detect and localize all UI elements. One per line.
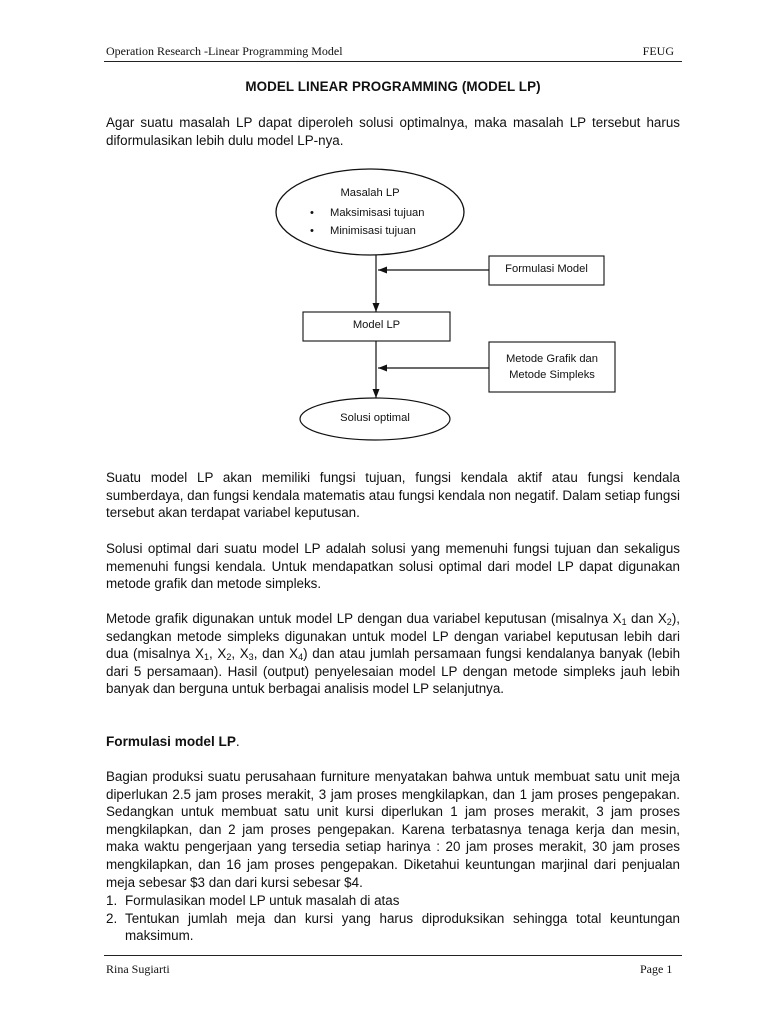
header-title: Operation Research -Linear Programming Model <box>106 44 343 58</box>
section-heading-text: Formulasi model LP <box>106 734 236 749</box>
model-box <box>303 312 450 341</box>
formulasi-label: Formulasi Model <box>505 263 588 275</box>
bullet-icon: • <box>310 207 314 219</box>
metode-line-2: Metode Simpleks <box>509 369 595 381</box>
intro-paragraph: Agar suatu masalah LP dapat diperoleh solusi optimalnya, maka masalah LP tersebut harus diformulasikan lebih dulu model LP-nya. <box>106 115 680 148</box>
problem-ellipse <box>276 169 464 255</box>
problem-title: Masalah LP <box>340 187 400 199</box>
bullet-maximize <box>310 207 450 219</box>
lp-flow-diagram <box>0 0 768 460</box>
methods-text: Metode grafik digunakan untuk model LP dengan dua variabel keputusan (misalnya X <box>106 611 622 626</box>
formulasi-box <box>489 256 604 285</box>
paragraph-model-functions: Suatu model LP akan memiliki fungsi tujuan, fungsi kendala aktif atau fungsi kendala sumberdaya, dan fungsi kendala matematis atau fungsi kendala non negatif. Dalam setiap fungsi tersebut akan terdapat variabel keputusan. <box>106 470 680 521</box>
model-label: Model LP <box>352 319 401 331</box>
subscript: 4 <box>298 652 304 663</box>
list-item-text: Formulasikan model LP untuk masalah di atas <box>125 893 400 908</box>
methods-text: , X <box>208 646 227 662</box>
paragraph-methods <box>106 610 680 698</box>
metode-line-1: Metode Grafik dan <box>505 353 599 365</box>
list-item-number: 1. <box>106 893 118 908</box>
section-heading <box>106 734 240 749</box>
header-institution: FEUG <box>642 44 674 58</box>
methods-text: , X <box>231 646 249 662</box>
page-header <box>106 44 680 62</box>
metode-label <box>489 351 615 383</box>
methods-text: , dan X <box>253 646 299 662</box>
metode-box <box>489 342 615 392</box>
page-number: Page 1 <box>640 962 673 976</box>
methods-text: ) dan atau jumlah persamaan fungsi kendalanya banyak (lebih dari 5 persamaan). Hasil (output) penyelesaian model LP dengan metode simpleks jauh lebih banyak dan berguna untuk berbagai analisis model LP selanjutnya. <box>106 646 681 697</box>
footer-author: Rina Sugiarti <box>106 962 170 976</box>
solution-label: Solusi optimal <box>340 412 410 424</box>
list-item <box>106 892 680 910</box>
methods-text: ), sedangkan metode simpleks digunakan untuk model LP dengan variabel keputusan lebih dari dua (misalnya X <box>106 611 680 662</box>
bullet-maximize-label: Maksimisasi tujuan <box>330 207 425 219</box>
bullet-minimize-label: Minimisasi tujuan <box>330 225 416 237</box>
bullet-icon: • <box>310 225 314 237</box>
list-item-number: 2. <box>106 910 118 926</box>
task-list <box>106 892 680 945</box>
subscript: 2 <box>226 652 232 663</box>
bullet-minimize <box>310 225 450 237</box>
flow-diagram-lines <box>0 0 768 460</box>
header-rule <box>104 61 682 62</box>
page-title: MODEL LINEAR PROGRAMMING (MODEL LP) <box>245 79 541 94</box>
problem-paragraph: Bagian produksi suatu perusahaan furniture menyatakan bahwa untuk membuat satu unit meja diperlukan 2.5 jam proses merakit, 3 jam proses mengkilapkan, dan 1 jam proses pengepakan. Sedangkan untuk membuat satu unit kursi diperlukan 1 jam proses merakit, 3 jam proses mengkilapkan, dan 2 jam proses pengepakan. Karena terbatasnya tenaga kerja dan mesin, maka waktu pengerjaan yang tersedia setiap harinya : 20 jam proses merakit, 30 jam proses mengkilapkan, dan 16 jam proses pengepakan. Diketahui keuntungan marjinal dari penjualan meja sebesar $3 dan dari kursi sebesar $4. <box>106 769 680 890</box>
solution-ellipse <box>300 398 450 440</box>
list-item <box>106 910 680 945</box>
section-heading-dot: . <box>235 734 240 749</box>
subscript: 1 <box>621 617 627 627</box>
subscript: 1 <box>203 652 209 663</box>
list-item-text: Tentukan jumlah meja dan kursi yang harus diproduksikan sehingga total keuntungan maksimum. <box>125 910 680 944</box>
footer-rule <box>104 955 682 956</box>
subscript: 2 <box>666 617 672 627</box>
methods-text: dan X <box>626 611 667 626</box>
subscript: 3 <box>248 652 254 663</box>
paragraph-optimal-solution: Solusi optimal dari suatu model LP adalah solusi yang memenuhi fungsi tujuan dan sekaligus memenuhi fungsi kendala. Untuk mendapatkan solusi optimal dari model LP dapat digunakan metode grafik dan metode simpleks. <box>106 541 680 592</box>
